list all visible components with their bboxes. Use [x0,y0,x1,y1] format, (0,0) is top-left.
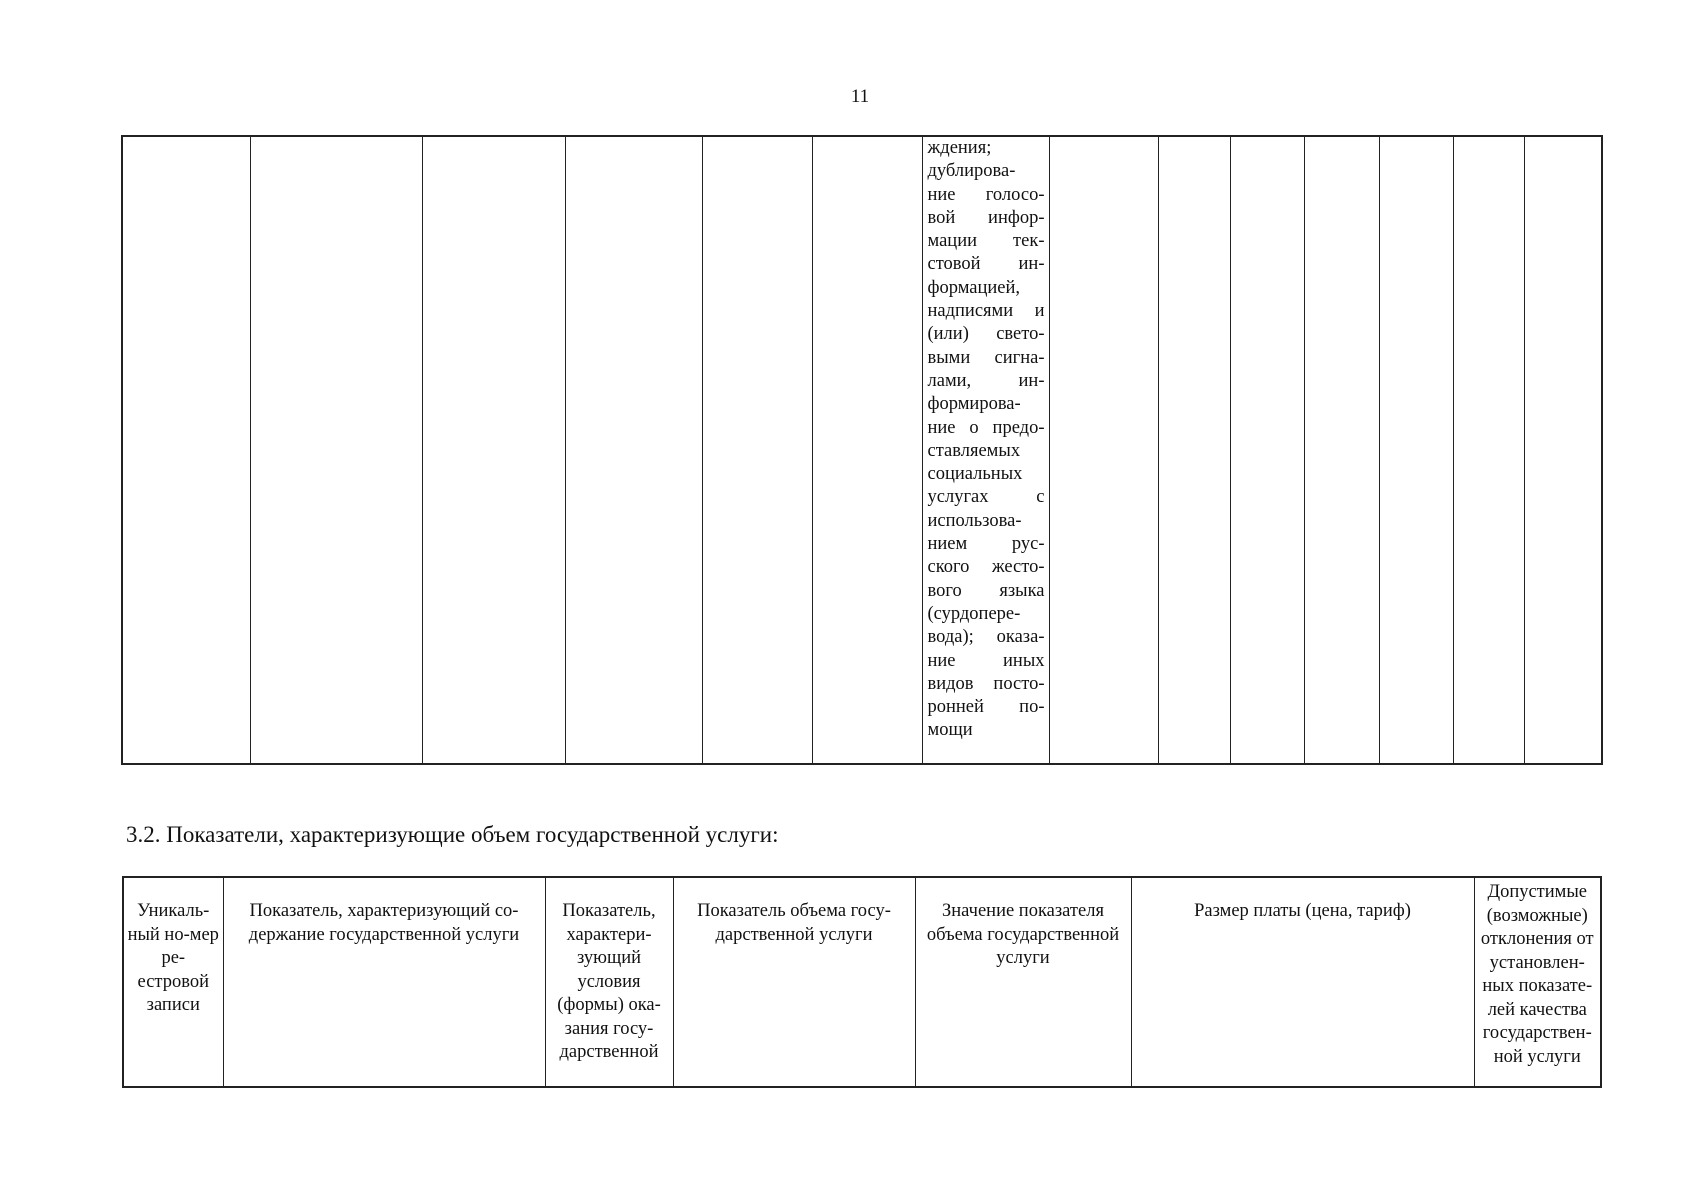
text-line: ронней по- [927,697,1045,718]
text-line: ставляемых [927,440,1021,461]
header-content-indicator: Показатель, характеризующий со-держание государственной услуги [223,877,545,1087]
table-cell [812,136,922,764]
page-number: 11 [850,86,870,107]
text-line: (или) свето- [927,324,1045,345]
text-line: лами, ин- [927,370,1045,391]
header-registry-number: Уникаль-ный но-мер ре-естровой записи [123,877,223,1087]
text-line: ждения; [927,138,992,158]
header-allowed-deviations: Допустимые (возможные) отклонения от установлен-ных показате-лей качества государствен-ной услуги [1474,877,1601,1087]
text-line: стовой ин- [927,254,1045,275]
text-line: выми сигна- [927,347,1045,368]
table-row [122,136,1602,764]
text-line: надписями и [927,301,1045,322]
text-line: услугах с [927,487,1045,508]
text-line: дублирова- [927,161,1016,182]
text-line: видов посто- [927,673,1045,694]
header-fee-size: Размер платы (цена, тариф) [1131,877,1474,1087]
text-line: формацией, [927,277,1021,298]
table-cell [1379,136,1453,764]
text-line: социальных [927,464,1023,485]
continuation-table [121,135,1603,765]
text-line: ние иных [927,650,1045,671]
table-cell [422,136,565,764]
table-cell [122,136,250,764]
table-cell [702,136,812,764]
section-heading: 3.2. Показатели, характеризующие объем государственной услуги: [126,822,779,847]
continued-text-cell [922,136,1049,764]
table-cell [1049,136,1158,764]
table-header-row [123,877,1601,1087]
text-line: нием рус- [927,534,1045,555]
text-line: формирова- [927,394,1021,415]
header-volume-value: Значение показателя объема государственной услуги [915,877,1131,1087]
text-line: использова- [927,510,1022,531]
text-line: мации тек- [927,231,1045,252]
table-cell [565,136,702,764]
table-cell [1304,136,1379,764]
header-volume-indicator: Показатель объема госу-дарственной услуги [673,877,915,1087]
table-cell [1524,136,1602,764]
text-line: вого языка [927,580,1045,601]
text-line: ние голосо- [927,184,1045,205]
text-line: вой инфор- [927,207,1045,228]
table-cell [1230,136,1304,764]
text-line: мощи [927,720,973,741]
text-line: ние о предо- [927,417,1045,438]
header-conditions-indicator: Показатель, характери-зующий условия (формы) ока-зания госу-дарственной [545,877,673,1087]
table-cell [1158,136,1230,764]
continued-text [923,137,1049,743]
table-cell [250,136,422,764]
text-line: (сурдопере- [927,603,1021,624]
table-cell [1453,136,1524,764]
text-line: ского жесто- [927,557,1045,578]
volume-indicators-table [122,876,1602,1088]
text-line: вода); оказа- [927,627,1045,648]
